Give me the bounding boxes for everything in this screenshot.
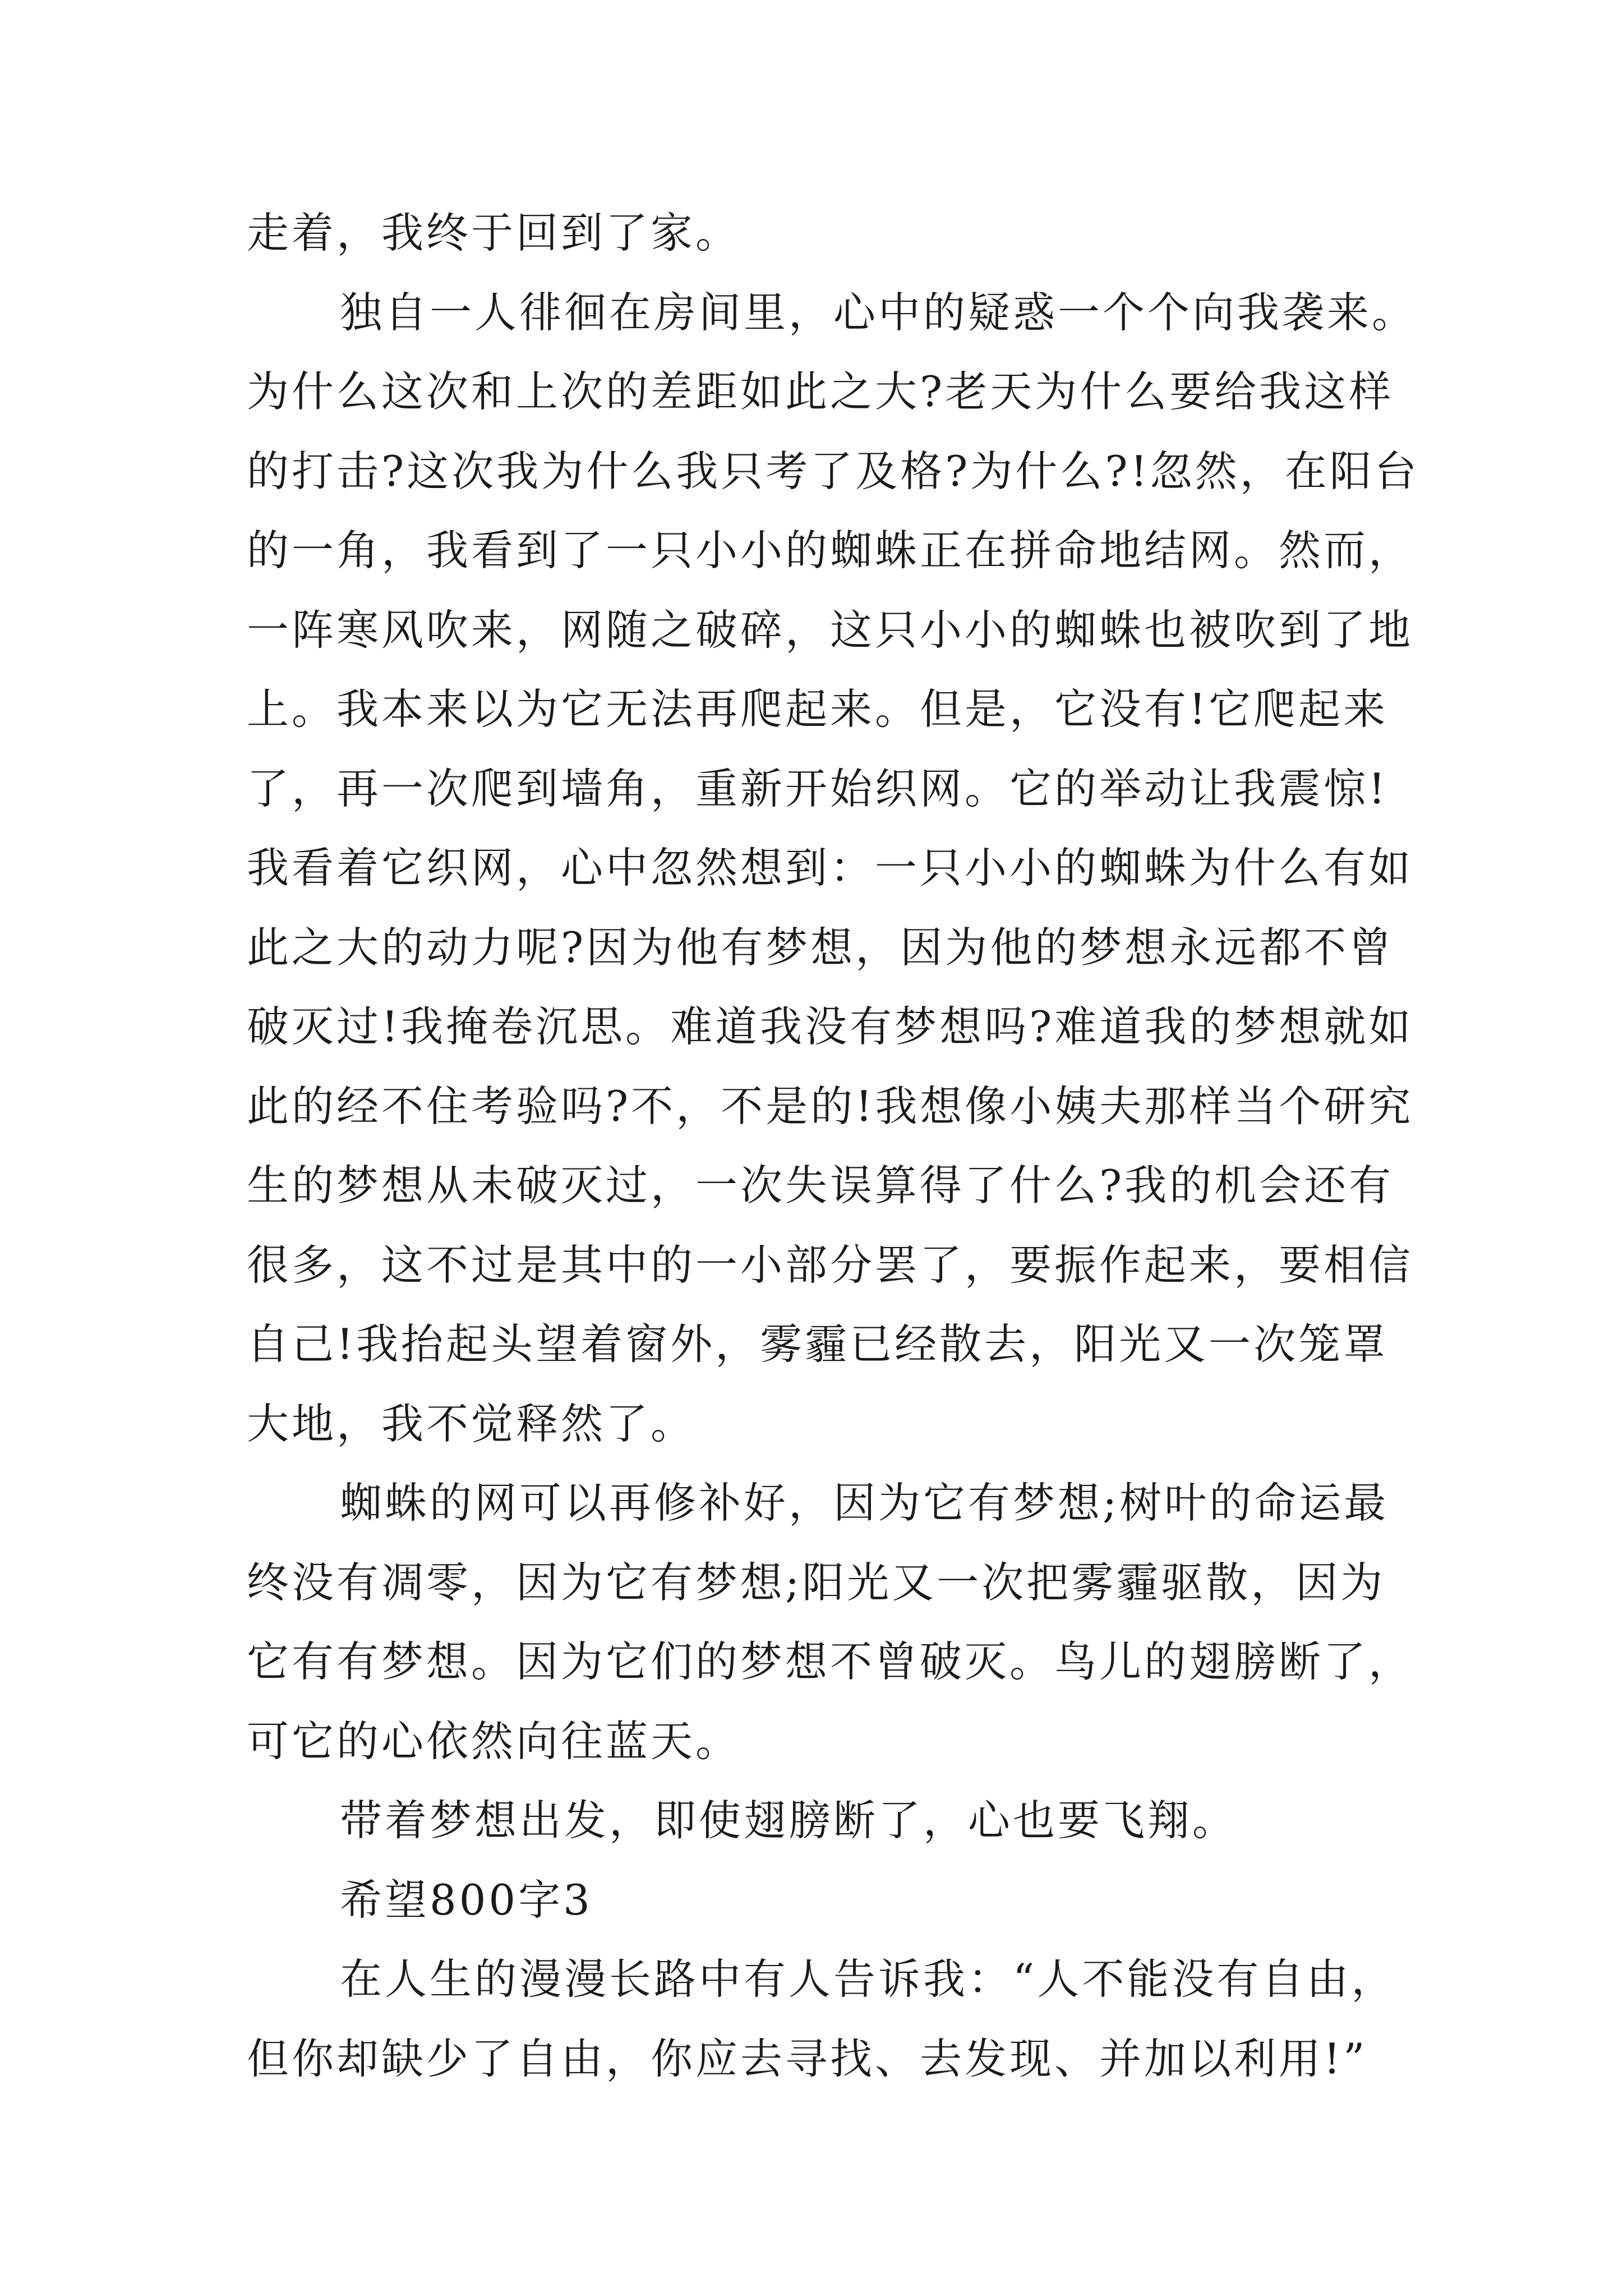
paragraph-first-line: 独自一人徘徊在房间里，心中的疑惑一个个向我袭来。 (340, 287, 1417, 337)
paragraph-first-line: 蜘蛛的网可以再修补好，因为它有梦想;树叶的命运最 (340, 1478, 1389, 1527)
paragraph-first-line: 带着梦想出发，即使翅膀断了，心也要飞翔。 (340, 1796, 1238, 1845)
text-line: 一阵寒风吹来，网随之破碎，这只小小的蜘蛛也被吹到了地 (247, 605, 1414, 655)
text-line: 大地，我不觉释然了。 (247, 1398, 696, 1448)
text-line: 此之大的动力呢?因为他有梦想，因为他的梦想永远都不曾 (247, 922, 1394, 972)
text-line: 但你却缺少了自由，你应去寻找、去发现、并加以利用!” (247, 2033, 1368, 2083)
text-line: 自己!我抬起头望着窗外，雾霾已经散去，阳光又一次笼罩 (247, 1319, 1389, 1369)
text-line: 很多，这不过是其中的一小部分罢了，要振作起来，要相信 (247, 1240, 1414, 1290)
section-heading: 希望800字3 (340, 1875, 593, 1925)
text-line: 了，再一次爬到墙角，重新开始织网。它的举动让我震惊! (247, 763, 1389, 813)
text-line: 破灭过!我掩卷沉思。难道我没有梦想吗?难道我的梦想就如 (247, 1002, 1414, 1051)
text-line: 它有有梦想。因为它们的梦想不曾破灭。鸟儿的翅膀断了， (247, 1637, 1414, 1686)
text-line: 终没有凋零，因为它有梦想;阳光又一次把雾霾驱散，因为 (247, 1557, 1386, 1607)
paragraph-first-line: 在人生的漫漫长路中有人告诉我：“人不能没有自由， (340, 1954, 1396, 2004)
text-line: 走着，我终于回到了家。 (247, 208, 741, 257)
text-line: 我看着它织网，心中忽然想到：一只小小的蜘蛛为什么有如 (247, 843, 1414, 892)
text-line: 生的梦想从未破灭过，一次失误算得了什么?我的机会还有 (247, 1161, 1394, 1210)
text-line: 的一角，我看到了一只小小的蜘蛛正在拼命地结网。然而， (247, 526, 1414, 575)
text-line: 上。我本来以为它无法再爬起来。但是，它没有!它爬起来 (247, 684, 1389, 734)
text-line: 的打击?这次我为什么我只考了及格?为什么?!忽然，在阳台 (247, 446, 1419, 496)
document-body (247, 194, 1419, 2099)
text-line: 可它的心依然向往蓝天。 (247, 1716, 741, 1766)
text-line: 为什么这次和上次的差距如此之大?老天为什么要给我这样 (247, 367, 1394, 416)
text-line: 此的经不住考验吗?不，不是的!我想像小姨夫那样当个研究 (247, 1081, 1414, 1131)
